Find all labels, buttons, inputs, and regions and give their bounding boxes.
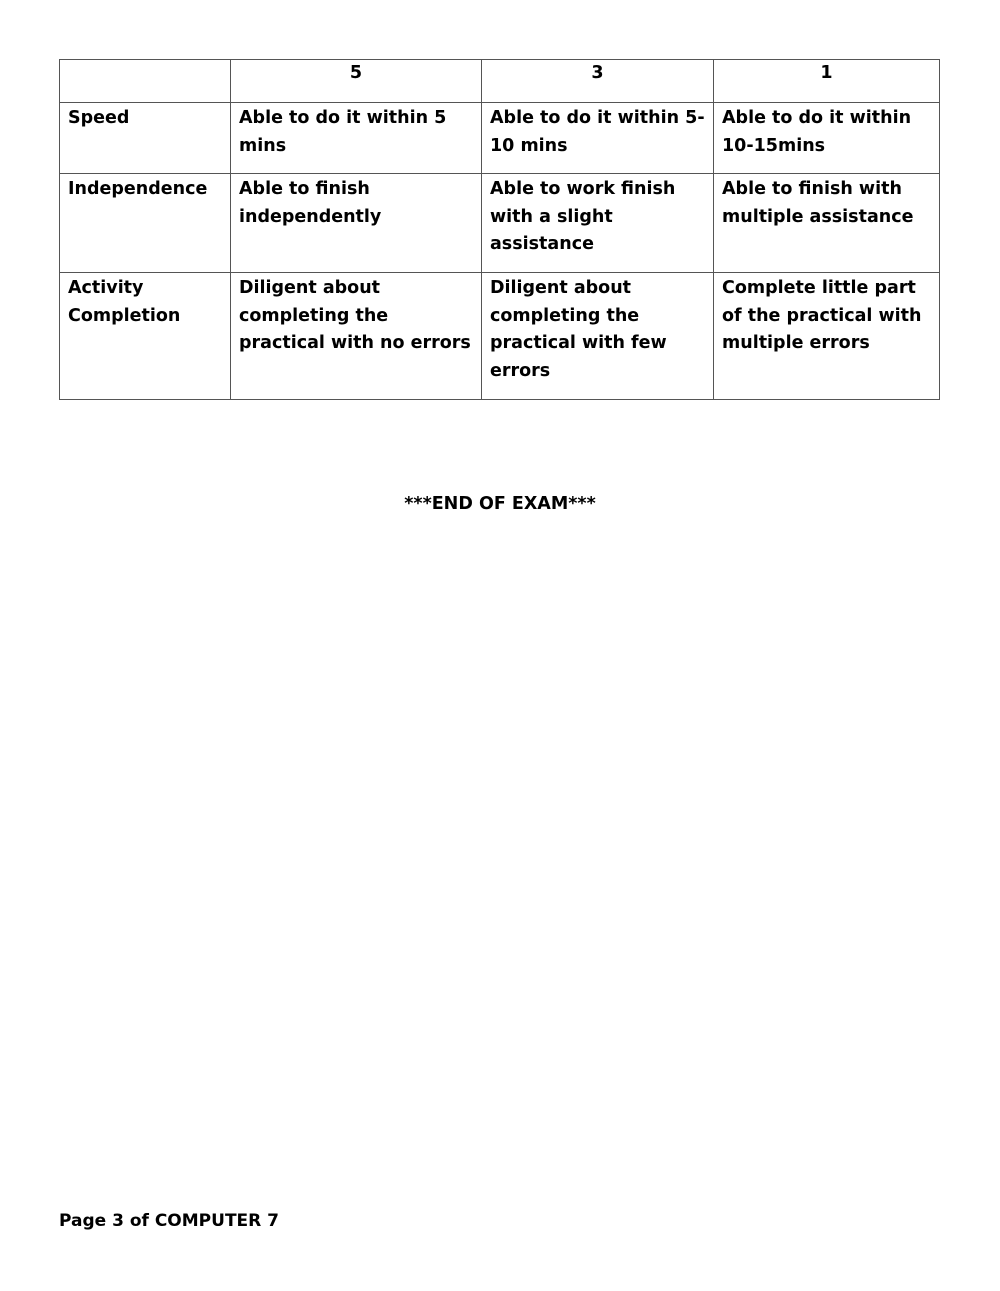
independence-score-1: Able to finish with multiple assistance — [714, 174, 940, 273]
activity-score-3: Diligent about completing the practical with few errors — [482, 273, 714, 400]
header-score-1: 1 — [714, 60, 940, 103]
criteria-activity-completion: Activity Completion — [60, 273, 231, 400]
table-row — [60, 273, 940, 400]
rubric-table — [59, 59, 940, 400]
speed-score-3: Able to do it within 5-10 mins — [482, 103, 714, 174]
criteria-speed: Speed — [60, 103, 231, 174]
page-footer: Page 3 of COMPUTER 7 — [59, 1211, 279, 1231]
independence-score-5: Able to finish independently — [231, 174, 482, 273]
header-score-5: 5 — [231, 60, 482, 103]
table-row — [60, 103, 940, 174]
criteria-independence: Independence — [60, 174, 231, 273]
speed-score-1: Able to do it within 10-15mins — [714, 103, 940, 174]
speed-score-5: Able to do it within 5 mins — [231, 103, 482, 174]
activity-score-1: Complete little part of the practical with multiple errors — [714, 273, 940, 400]
activity-score-5: Diligent about completing the practical with no errors — [231, 273, 482, 400]
end-of-exam-text: ***END OF EXAM*** — [404, 494, 596, 514]
header-criteria-cell — [60, 60, 231, 103]
header-score-3: 3 — [482, 60, 714, 103]
independence-score-3: Able to work finish with a slight assistance — [482, 174, 714, 273]
table-row — [60, 174, 940, 273]
rubric-header-row — [60, 60, 940, 103]
